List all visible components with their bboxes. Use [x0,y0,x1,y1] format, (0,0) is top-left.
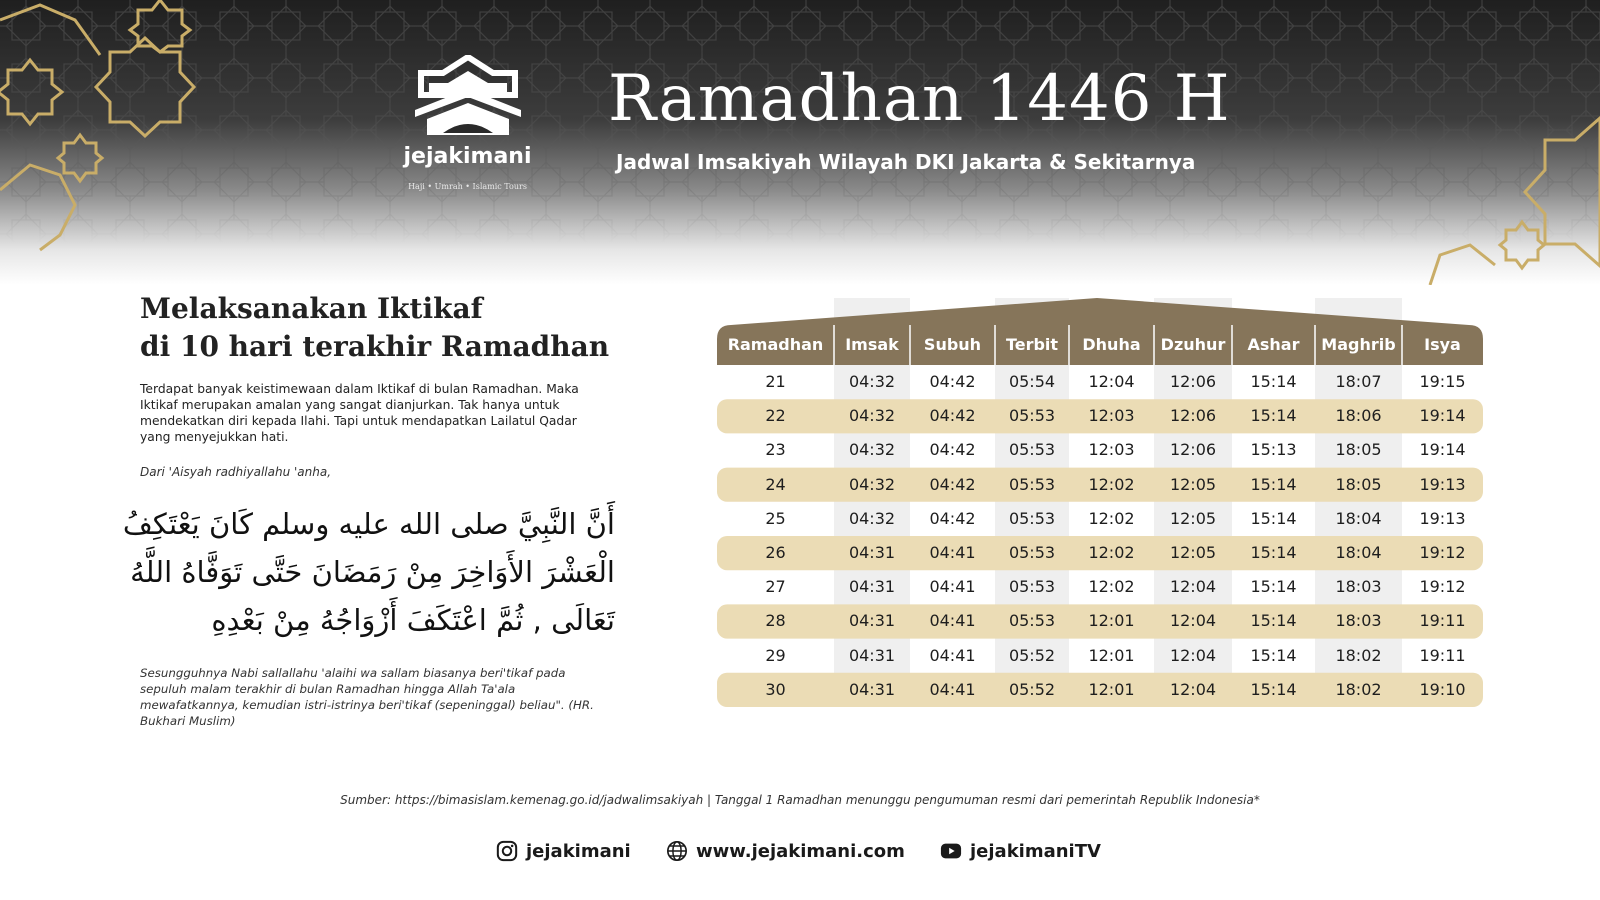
time-cell: 18:04 [1335,543,1382,562]
time-cell: 12:04 [1088,372,1135,391]
time-cell: 04:42 [929,474,976,494]
time-cell: 05:53 [1008,474,1056,494]
time-cell: 12:04 [1169,679,1217,699]
header-banner [0,0,1600,285]
time-cell: 04:31 [848,611,896,631]
time-cell: 05:53 [1008,508,1056,528]
time-cell: 04:32 [848,508,896,528]
brand-name: jejakimani [403,144,532,169]
time-cell: 19:13 [1419,508,1466,528]
hadith-arabic-text [122,500,615,644]
instagram-handle: jejakimani [526,840,631,862]
time-cell: 05:53 [1008,440,1056,460]
arabic-line: تَعَالَى , ثُمَّ اعْتَكَفَ أَزْوَاجُهُ مِنْ بَعْدِهِ [211,603,615,637]
time-cell: 05:54 [1008,372,1056,391]
instagram-icon [496,840,518,862]
time-cell: 12:04 [1169,577,1217,597]
time-cell: 12:05 [1169,474,1217,494]
time-cell: 04:41 [929,577,976,597]
time-cell: 18:05 [1335,440,1382,460]
time-cell: 05:53 [1008,577,1056,597]
time-cell: 12:05 [1169,543,1217,562]
instagram-link[interactable] [496,836,631,866]
time-cell: 04:41 [929,679,976,699]
time-cell: 12:04 [1169,645,1217,665]
youtube-icon [940,840,962,862]
arabic-line: أَنَّ النَّبِيَّ صلى الله عليه وسلم كَانَ يَعْتَكِفُ [122,507,615,541]
time-cell: 18:03 [1335,611,1382,631]
time-cell: 19:14 [1419,406,1466,426]
time-cell: 04:42 [929,508,976,528]
time-cell: 19:12 [1419,543,1466,562]
time-cell: 05:53 [1008,611,1056,631]
time-cell: 05:52 [1008,679,1056,699]
time-cell: 12:01 [1088,645,1135,665]
column-header: Ashar [1247,335,1300,354]
time-cell: 18:06 [1335,406,1382,426]
time-cell: 19:12 [1419,577,1466,597]
imsakiyah-schedule-table [717,298,1483,723]
website-url: www.jejakimani.com [696,840,905,862]
article-heading-line: di 10 hari terakhir Ramadhan [140,330,610,363]
time-cell: 19:13 [1419,474,1466,494]
article-heading [140,290,620,366]
day-cell: 27 [765,577,786,597]
column-header: Maghrib [1321,335,1396,354]
time-cell: 04:41 [929,645,976,665]
day-cell: 26 [765,543,786,562]
day-cell: 30 [765,679,786,699]
time-cell: 15:14 [1250,577,1297,597]
time-cell: 15:14 [1250,508,1297,528]
time-cell: 04:32 [848,440,896,460]
day-cell: 21 [765,372,786,391]
time-cell: 12:05 [1169,508,1217,528]
column-header: Isya [1424,335,1461,354]
time-cell: 12:03 [1088,440,1135,460]
time-cell: 19:10 [1419,679,1466,699]
time-cell: 12:01 [1088,679,1135,699]
time-cell: 15:14 [1250,679,1297,699]
youtube-link[interactable] [940,836,1101,866]
source-note: Sumber: https://bimasislam.kemenag.go.id/jadwalimsakiyah | Tanggal 1 Ramadhan menunggu pengumuman resmi dari pemerintah Republik Indonesia* [340,793,1260,807]
day-cell: 29 [765,645,786,665]
time-cell: 04:41 [929,543,976,562]
time-cell: 12:02 [1088,577,1135,597]
time-cell: 04:42 [929,372,976,391]
time-cell: 04:41 [929,611,976,631]
arabic-line: الْعَشْرَ الأَوَاخِرَ مِنْ رَمَضَانَ حَتَّى تَوَفَّاهُ اللَّهُ [130,555,615,589]
time-cell: 04:42 [929,406,976,426]
day-cell: 23 [765,440,786,460]
time-cell: 04:31 [848,679,896,699]
time-cell: 15:14 [1250,474,1297,494]
time-cell: 19:15 [1419,372,1466,391]
day-cell: 25 [765,508,786,528]
time-cell: 05:53 [1008,543,1056,562]
kaaba-logo-icon [413,55,523,140]
day-cell: 22 [765,406,786,426]
time-cell: 12:06 [1169,440,1217,460]
column-header: Subuh [923,335,982,354]
time-cell: 18:02 [1335,645,1382,665]
time-cell: 18:04 [1335,508,1382,528]
time-cell: 12:06 [1169,406,1217,426]
time-cell: 12:06 [1169,372,1217,391]
time-cell: 15:14 [1250,406,1297,426]
time-cell: 15:14 [1250,372,1297,391]
article-intro: Terdapat banyak keistimewaan dalam Iktikaf di bulan Ramadhan. Maka Iktikaf merupakan amalan yang sangat dianjurkan. Tak hanya untuk mendekatkan diri kepada Ilahi. Tapi untuk mendapatkan Lailatul Qadar yang menyejukkan hati. [140,382,579,444]
hadith-narrator: Dari 'Aisyah radhiyallahu 'anha, [140,465,332,479]
time-cell: 18:05 [1335,474,1382,494]
brand-tagline: Haji • Umrah • Islamic Tours [408,182,527,191]
time-cell: 19:14 [1419,440,1466,460]
time-cell: 19:11 [1419,645,1466,665]
time-cell: 05:53 [1008,406,1056,426]
time-cell: 04:31 [848,577,896,597]
day-cell: 28 [765,611,786,631]
time-cell: 18:03 [1335,577,1382,597]
time-cell: 15:14 [1250,611,1297,631]
column-header: Dhuha [1082,335,1141,354]
article-heading-line: Melaksanakan Iktikaf [140,292,483,325]
time-cell: 12:02 [1088,508,1135,528]
time-cell: 12:01 [1088,611,1135,631]
time-cell: 04:32 [848,474,896,494]
time-cell: 04:32 [848,372,896,391]
time-cell: 12:04 [1169,611,1217,631]
page-title: Ramadhan 1446 H [608,62,1231,136]
time-cell: 12:02 [1088,474,1135,494]
time-cell: 04:42 [929,440,976,460]
time-cell: 04:31 [848,543,896,562]
time-cell: 12:03 [1088,406,1135,426]
time-cell: 19:11 [1419,611,1466,631]
column-header: Imsak [845,335,899,354]
column-header: Terbit [1005,335,1059,354]
day-cell: 24 [765,474,786,494]
youtube-channel: jejakimaniTV [970,840,1101,862]
time-cell: 18:02 [1335,679,1382,699]
time-cell: 15:13 [1250,440,1297,460]
time-cell: 15:14 [1250,645,1297,665]
time-cell: 12:02 [1088,543,1135,562]
time-cell: 04:31 [848,645,896,665]
islamic-star-pattern [0,0,1600,285]
time-cell: 04:32 [848,406,896,426]
globe-icon [666,840,688,862]
column-header: Dzuhur [1160,335,1226,354]
column-header: Ramadhan [727,335,824,354]
time-cell: 15:14 [1250,543,1297,562]
hadith-translation: Sesungguhnya Nabi sallallahu 'alaihi wa sallam biasanya beri'tikaf pada sepuluh malam terakhir di bulan Ramadhan hingga Allah Ta'ala mewafatkannya, kemudian istri-istrinya beri'tikaf (sepeninggal) beliau". (HR. Bukhari Muslim) [140,666,594,728]
time-cell: 05:52 [1008,645,1056,665]
time-cell: 18:07 [1335,372,1382,391]
footer-social-links [0,836,1600,866]
website-link[interactable] [666,836,905,866]
page-subtitle: Jadwal Imsakiyah Wilayah DKI Jakarta & Sekitarnya [616,150,1196,174]
